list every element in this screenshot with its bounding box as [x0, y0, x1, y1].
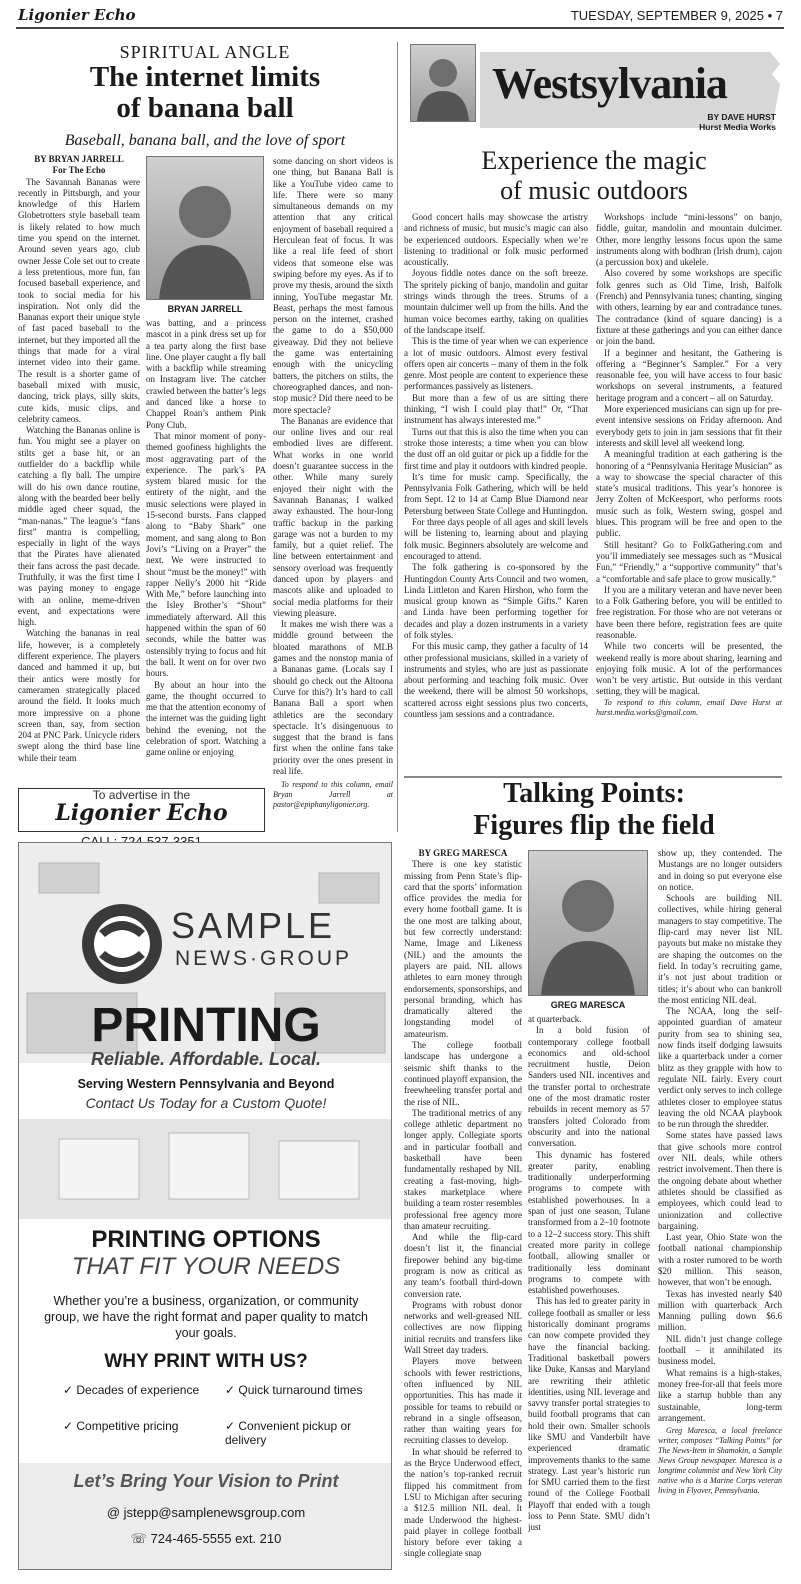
paragraph: If you are a military veteran and have never been to a Folk Gathering before, you will be entitled to free registration. For those who are not veterans or have been there before, registration fees are quite reasonable. — [596, 584, 782, 640]
spiritual-kicker: SPIRITUAL ANGLE — [119, 42, 291, 62]
phone-icon: ☏ — [130, 1531, 151, 1546]
ad-why-heading: WHY PRINT WITH US? — [104, 1351, 308, 1372]
advertise-line1: To advertise in the — [92, 788, 191, 802]
masthead-dateline: TUESDAY, SEPTEMBER 9, 2025 • 7 — [570, 8, 783, 23]
paragraph: was batting, and a princess mascot in a pink dress set up for a tea party along the first base line. One player caught a fly ball with a backflip while streaming on Instagram live. The catcher crawled between the batter’s legs and danced like a horse to Chappel Roan’s anthem Pink Pony Club. — [146, 318, 266, 430]
westsylvania-byline-block — [664, 112, 776, 132]
greg-maresca-caption: GREG MARESCA — [550, 1000, 626, 1010]
spiritual-headline — [18, 62, 392, 124]
paragraph: It makes me wish there was a middle ground between the bloated marathons of MLB games and the nonstop mania of a Bananas game. (Locals say I should go check out the Altoona Curve for this?) It’s hard to call Banana Ball a sport when athletics are the secondary spectacle. It’s disingenuous to suggest that the brand is fans first when the online fans take priority over the ones present in real life. — [273, 619, 393, 777]
talking-respond-note: Greg Maresca, a local freelance writer, composes “Talking Points” for The News-Item in Shamokin, a Sample News Group newspaper. Maresca is a longtime columnist and New York City native who is a Marine Corps veteran living in Flyover, Pennsylvania. — [658, 1426, 782, 1496]
at-icon: @ — [106, 1505, 124, 1520]
ad-tagline: Reliable. Affordable. Local. — [90, 1049, 322, 1069]
paragraph: The traditional metrics of any college athletic department no longer apply. Collegiate sports and in particular football and basketball have been fundamentally reshaped by NIL creating a fast-moving, high-stakes marketplace where building a team roster resembles professional free agency more than amateur recruiting. — [404, 1107, 522, 1231]
spiritual-subtitle: Baseball, banana ball, and the love of sport — [64, 132, 346, 149]
talking-byline: BY GREG MARESCA — [418, 848, 508, 858]
printing-ad — [18, 842, 392, 1570]
paragraph: Watching the Bananas online is fun. You might see a player on stilts get a base hit, or an outfielder do a backflip while catching a fly ball. The umpire will do his own dance routine, along with the bearded beer belly middle aged cheer squad, the “man-nanas.” The league’s “fans first” mantra is compelling, especially in light of the ways that the Pirates have alienated their fans across the past decade. Truthfully, it was the first time I was paying money to engage with an online, meme-driven event, and expectations were high. — [18, 425, 140, 628]
ad-printing-title: PRINTING — [91, 999, 321, 1052]
person-silhouette-icon — [147, 157, 263, 299]
paragraph: This is the time of year when we can experience a lot of music outdoors. Almost every festival offers open air concerts – many of them in the folk genre. Most people are content to experience these performances passively as listeners. — [404, 336, 588, 392]
paragraph: That minor moment of pony-themed goofiness highlights the most aggravating part of the experience. The park’s PA system blared music for the entirety of the night, and the music selections were played in 15-second bursts. Fans clapped along to “Baby Shark” one moment, and sang along to Bon Jovi’s “Living on a Prayer” the next. We were instructed to shout “must be the money!” with rapper Nelly’s 2000 hit “Ride With Me,” before launching into the Isley Brother’s “Shout” immediately afterward. All this happened within the span of 60 seconds, while the batter was ostensibly trying to focus and hit the ball. It went on for over two hours. — [146, 430, 266, 679]
paragraph: This dynamic has fostered greater parity, enabling traditionally underperforming programs to compete with established powerhouses. In a span of just one season, Tulane transformed from a 2–10 footnote to a 12–2 success story. This shift created more parity in college football, allowing smaller or traditionally less dominant programs to compete with established powerhouses. — [528, 1149, 650, 1296]
paragraph: Watching the bananas in real life, however, is a completely different experience. The players danced and hammed it up, but their antics were mostly for cameramen strategically placed around the field. It looks much more impressive on a phone screen than, say, from section 204 at PNC Park. Unicycle riders swept along the third base line while their team — [18, 628, 140, 763]
paragraph: NIL didn’t just change college football – it annihilated its business model. — [658, 1333, 782, 1367]
paragraph: Players move between schools with fewer restrictions, often influenced by NIL opportunities. This has made it possible for teams to rebuild or rebrand in a single offseason, rather than waiting years for recruiting classes to develop. — [404, 1356, 522, 1446]
talking-column-1 — [404, 848, 522, 1573]
westsylvania-column-2 — [596, 212, 782, 772]
bryan-jarrell-photo — [146, 156, 264, 300]
paragraph: The Savannah Bananas were recently in Pittsburgh, and your knowledge of this Harlem Globetrotters style baseball team is likely related to how much time you spend on the internet. Around seven years ago, club owner Jesse Cole set out to create a less pretentious, more fun, fan focused baseball experience, and took to social media for his inspiration. Not only did the Bananas export their unique style of fast paced baseball to the internet, but they imported all the things that made for a viral internet video into their game. The result is a shorter game of baseball mixed with music, dancing, trick plays, silly skits, cute kids, music clips, and celebrity cameos. — [18, 176, 140, 424]
dave-hurst-photo — [410, 44, 476, 122]
paragraph: show up, they contended. The Mustangs are no longer outsiders and in doing so put everyone else on notice. — [658, 848, 782, 892]
westsylvania-logo: Westsylvania — [492, 59, 727, 108]
ad-brand-news-group: NEWS·GROUP — [175, 947, 352, 970]
paragraph: For three days people of all ages and skill levels will be listening to, learning about and playing folk music. Beginners absolutely are welcome and encouraged to attend. — [404, 517, 588, 561]
ad-email[interactable]: @ jstepp@samplenewsgroup.com — [106, 1505, 306, 1520]
masthead-paper-name: Ligonier Echo — [18, 6, 136, 24]
paragraph: A meaningful tradition at each gathering is the honoring of a “Pennsylvania Heritage Musician” as a way to showcase the special character of this state’s musical traditions. This year’s honoree is Jerry Zolten of McKeesport, who performs roots music such as folk, Western swing, gospel and blues. This program will be free and open to the public. — [596, 449, 782, 539]
paragraph: Good concert halls may showcase the artistry and richness of music, but music’s magic can also be experienced outdoors. Especially when we’re listening to traditional or folk music performed acoustically. — [404, 212, 588, 268]
advertise-box — [18, 788, 265, 832]
spiritual-byline-sub: For The Echo — [52, 165, 106, 176]
paragraph: The NCAA, long the self-appointed guardian of amateur purity from sea to shining sea, now finds itself dodging lawsuits like a quarterback under a corner blitz as they grapple with how to regulate NIL fairly. Every court verdict only serves to inch college athletes closer to employee status leaving the old NCAA playbook to be run through the shredder. — [658, 1006, 782, 1130]
ad-feature-1: ✓ Decades of experience — [63, 1383, 200, 1397]
check-icon: ✓ — [63, 1419, 77, 1433]
greg-maresca-photo — [528, 850, 648, 996]
paragraph: And while the flip-card doesn’t list it, the financial firepower behind any big-time program is now as critical as any team’s football third-down conversion rate. — [404, 1232, 522, 1299]
spiritual-column-2 — [146, 318, 266, 774]
advertise-paper-name: Ligonier Echo — [55, 800, 228, 826]
paragraph: Also covered by some workshops are specific folk genres such as Old Time, Irish, Balfolk (French) and Pennsylvania tunes; chanting, singing with others, learning by ear and contradance tunes. The contradance (kind of square dancing) is a fixture at these gatherings and you can either dance or join the band. — [596, 268, 782, 347]
westsylvania-byline: BY DAVE HURST — [707, 112, 776, 122]
ad-phone[interactable]: ☏ 724-465-5555 ext. 210 — [130, 1531, 282, 1546]
westsylvania-respond-note: To respond to this column, email Dave Hurst at hurst.media.works@gmail.com. — [596, 697, 782, 717]
paragraph: The Bananas are evidence that our online lives and our real embodied lives are different. What works in one world doesn’t guarantee success in the other. While many surely enjoyed their night with the Savannah Bananas, I walked away exhausted. The hour-long traffic backup in the parking garage was not a burden to my family, but a quiet relief. The line between entertainment and sensory overload was frequently danced upon by players and mascots alike and uploaded to social media platforms for their viewing pleasure. — [273, 415, 393, 618]
westsylvania-headline — [404, 146, 784, 206]
spiritual-column-3 — [273, 156, 393, 821]
paragraph: Last year, Ohio State won the football national championship with a roster rumored to be worth $20 million. This season, however, that won’t be enough. — [658, 1232, 782, 1288]
westsylvania-title-line1: Experience the magic — [481, 146, 707, 175]
talking-column-2 — [528, 1014, 650, 1574]
check-icon: ✓ — [225, 1383, 239, 1397]
talking-column-3 — [658, 848, 782, 1576]
paragraph: In a bold fusion of contemporary college football economics and old-school recruitment hustle, Deion Sanders used NIL incentives and the transfer portal to orchestrate one of the most dramatic roster rebuilds in recent memory as 57 transfers jolted Colorado from obscurity and into the national conversation. — [528, 1025, 650, 1149]
paragraph: There is one key statistic missing from Penn State’s flip-card that the sports’ information office provides the media for every home football game. It is the one most are talking about, but few correctly understand: Name, Image and Likeness (NIL) and the amounts the players are paid. NIL allows athletes to earn money through endorsements, sponsorships, and personal branding, which has dramatically altered the longstanding model of amateurism. — [404, 859, 522, 1039]
ad-options-line2: THAT FIT YOUR NEEDS — [71, 1253, 341, 1280]
talking-title-line2: Figures flip the field — [473, 810, 715, 841]
ad-serving: Serving Western Pennsylvania and Beyond — [77, 1077, 335, 1091]
ad-bring: Let’s Bring Your Vision to Print — [73, 1471, 339, 1491]
paragraph: The college football landscape has undergone a seismic shift thanks to the continued playoff expansion, the freewheeling transfer portal and the rise of NIL. — [404, 1040, 522, 1107]
paragraph: This has led to greater parity in college football as smaller or less historically dominant programs can now compete provided they have the financial backing. Traditional basketball powers like Duke, Kansas and Maryland are rewriting their athletic identities, using NIL leverage and savvy transfer portal strategies to build football programs that can hold their own. Smaller schools like SMU and Vanderbilt have experienced dramatic improvements thanks to the same strategy. Last year’s historic run for SMU carried them to the first round of the College Football Playoff that ended with a tough loss to Penn State. SMU didn’t just — [528, 1296, 650, 1533]
check-icon: ✓ — [225, 1419, 239, 1433]
printed-papers-icon — [19, 1119, 392, 1219]
talking-headline — [404, 778, 784, 842]
ad-feature-2: ✓ Quick turnaround times — [225, 1383, 363, 1397]
spiritual-respond-note: To respond to this column, email Bryan Jarrell at pastor@epiphanyligonier.org. — [273, 780, 393, 810]
ad-body: Whether you’re a business, organization, or community group, we have the right format and paper quality to match your goals. — [44, 1294, 368, 1340]
ad-brand-sample: SAMPLE — [171, 905, 336, 946]
spiritual-title-line2: of banana ball — [116, 92, 294, 124]
paragraph: Joyous fiddle notes dance on the soft breeze. The spritely picking of banjo, mandolin and guitar strings winds through the trees. Strums of a mountain dulcimer well up from the hills. And the human voice becomes earthy, taking on qualities of the landscape itself. — [404, 268, 588, 335]
ad-contact: Contact Us Today for a Custom Quote! — [85, 1095, 327, 1111]
paragraph: Workshops include “mini-lessons” on banjo, fiddle, guitar, mandolin and mountain dulcimer. Other, more lengthy lessons focus upon the same instruments along with bodhran (Irish drum), cajon (a percussion box) and ukelele. — [596, 212, 782, 268]
paragraph: What remains is a high-stakes, money free-for-all that feels more like a startup bubble than any sustainable, long-term arrangement. — [658, 1367, 782, 1423]
paragraph: The folk gathering is co-sponsored by the Huntingdon County Arts Council and two women, Linda Littleton and Karen Hirshon, who form the musical group known as “Simple Gifts.” Karen and Linda have been performing together for decades and play a dozen instruments in a variety of folk styles. — [404, 562, 588, 640]
ad-options-line1: PRINTING OPTIONS — [91, 1226, 321, 1253]
paragraph: In what should be referred to as the Bryce Underwood effect, the nation’s top-ranked recruit flipped his commitment from LSU to Michigan after securing a $12.5 million NIL deal. It made Underwood the highest-paid player in college football history before ever taking a single collegiate snap — [404, 1446, 522, 1559]
paragraph: Programs with robust donor networks and well-greased NIL collectives are now flipping initial recruits and transfers like Wall Street day traders. — [404, 1299, 522, 1356]
westsylvania-column-1 — [404, 212, 588, 772]
person-silhouette-icon — [529, 851, 647, 995]
talking-title-line1: Talking Points: — [503, 778, 685, 809]
westsylvania-title-line2: of music outdoors — [500, 176, 688, 205]
paragraph: If a beginner and hesitant, the Gathering is offering a “Beginner’s Sampler.” For a very reasonable fee, you will have access to four basic workshops on several instruments, a featured heritage program and a concert – all on Saturday. — [596, 347, 782, 403]
bryan-jarrell-caption: BRYAN JARRELL — [167, 304, 243, 314]
paragraph: More experienced musicians can sign up for pre-event intensive sessions on Friday afternoon. And everybody gets to join in jam sessions that fit their interests and skill level all weekend long. — [596, 404, 782, 448]
ad-feature-4: ✓ Convenient pickup or delivery — [225, 1419, 352, 1447]
paragraph: While two concerts will be presented, the weekend really is more about sharing, learning and enjoying folk music. A lot of the performances won’t be very artistic. But outside in this verdant setting, they will be magical. — [596, 641, 782, 697]
paragraph: Texas has invested nearly $40 million with quarterback Arch Manning pulling down $6.6 million. — [658, 1288, 782, 1333]
paragraph: Turns out that this is also the time when you can stroke those interests; a time when you can blow the dust off an old guitar or pick up a fiddle for the first time and play it outdoors with kindred people. — [404, 426, 588, 471]
paragraph: Some states have passed laws that give schools more control over NIL deals, while others restrict involvement. Then there is the ongoing debate about whether athletes should be classified as employees, which could lead to unionization and collective bargaining. — [658, 1130, 782, 1231]
westsylvania-byline-sub: Hurst Media Works — [699, 122, 776, 132]
spiritual-column-1 — [18, 154, 140, 774]
sample-news-logo-icon — [79, 901, 165, 987]
paragraph: some dancing on short videos is one thing, but Banana Ball is like a YouTube video came to life. There were so many simultaneous demands on my attention that any critical enjoyment of baseball required a Herculean feat of focus. It was like a real life feed of short videos that someone else was swiping before my eyes. As if to prove my thesis, around the sixth inning, YouTube megastar Mr. Beast, perhaps the most famous person on the internet, crashed the game to do a $50,000 giveaway. Did they not believe the game was entertaining enough with the unicycling batters, the pitchers on stilts, the choreographed dances, and non-stop music? Did there need to be more spectacle? — [273, 156, 393, 415]
spiritual-byline: BY BRYAN JARRELL — [34, 154, 124, 164]
paragraph: at quarterback. — [528, 1014, 582, 1024]
paragraph: Still hesitant? Go to FolkGathering.com and you’ll immediately see messages such as “Musical Fun,” “Friendly,” a “supportive community” that’s a “comfortable and safe place to grow musically.” — [596, 539, 782, 584]
westsylvania-header — [410, 44, 782, 130]
paragraph: By about an hour into the game, the thought occurred to me that the attention economy of the internet was the guiding light behind the evening, not the celebration of sport. Watching a game online or enjoying — [146, 679, 266, 758]
paragraph: But more than a few of us are sitting there thinking, “I wish I could play that!” Or, “That instrument has always interested me.” — [404, 392, 588, 426]
paragraph: For this music camp, they gather a faculty of 14 other professional musicians, skilled in a variety of instruments and styles, who are just as passionate about performing and teaching folk music. Over the weekend, there will be almost 50 workshops, scattered across eight sessions plus two concerts, countless jam sessions and a contradance. — [404, 641, 588, 720]
ad-feature-3: ✓ Competitive pricing — [63, 1419, 179, 1433]
check-icon: ✓ — [63, 1383, 77, 1397]
paragraph: Schools are building NIL collectives, while hiring general managers to stay competitive. The flip-card may never list NIL payouts but make no mistake they are shaping the outcomes on the field. In today’s recruiting game, it’s not just about tradition or titles; it’s about who can bankroll the most enticing NIL deal. — [658, 893, 782, 1005]
spiritual-title-line1: The internet limits — [89, 61, 321, 93]
paragraph: It’s time for music camp. Specifically, the Pennsylvania Folk Gathering, which will be held from Sept. 12 to 14 at Camp Blue Diamond near Petersburg between State College and Huntingdon. — [404, 471, 588, 516]
